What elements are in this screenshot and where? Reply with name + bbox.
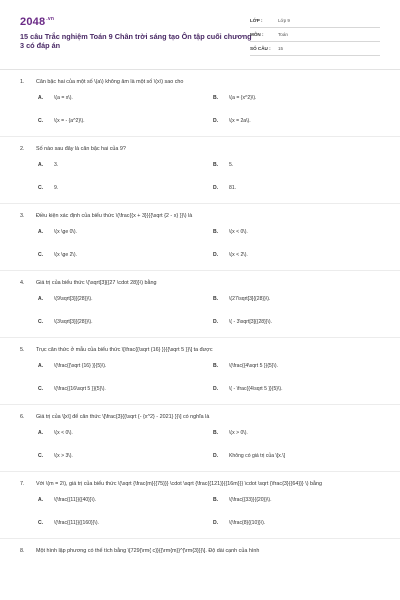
options — [38, 496, 368, 531]
option-row — [38, 318, 368, 330]
option-b[interactable] — [213, 94, 256, 102]
option-letter: C. — [38, 453, 44, 459]
option-b[interactable] — [213, 362, 278, 370]
option-letter: B. — [213, 497, 219, 503]
option-c[interactable] — [38, 184, 58, 192]
question-text — [20, 413, 380, 421]
meta-key: SỐ CÂU : — [250, 46, 271, 51]
option-c[interactable] — [38, 452, 73, 460]
option-text: \(\frac{{11}}{{160}}\). — [54, 520, 99, 526]
question-number: 7. — [20, 481, 25, 487]
option-a[interactable] — [38, 94, 73, 102]
question-2 — [20, 145, 380, 204]
option-text: \(\frac{{33}}{{20}}\). — [229, 497, 272, 503]
question-number: 1. — [20, 79, 25, 85]
option-row — [38, 161, 368, 173]
option-letter: B. — [213, 162, 219, 168]
option-b[interactable] — [213, 161, 233, 169]
option-d[interactable] — [213, 452, 285, 460]
option-d[interactable] — [213, 318, 272, 326]
option-d[interactable] — [213, 184, 236, 192]
option-letter: B. — [213, 229, 219, 235]
option-row — [38, 496, 368, 508]
option-a[interactable] — [38, 161, 58, 169]
option-text: \(\frac{{\sqrt {16} }}{5}\). — [54, 363, 107, 369]
option-b[interactable] — [213, 295, 270, 303]
question-number: 8. — [20, 548, 25, 554]
option-text: \( - 3\sqrt[3]{{28}}\). — [229, 319, 273, 325]
meta-key: LỚP : — [250, 18, 263, 23]
option-letter: D. — [213, 386, 219, 392]
option-text: 5. — [229, 162, 234, 168]
option-letter: C. — [38, 252, 44, 258]
question-1 — [20, 78, 380, 137]
option-letter: C. — [38, 185, 44, 191]
question-divider — [0, 136, 400, 137]
option-text: \(x > 3\). — [54, 453, 73, 459]
option-letter: B. — [213, 95, 219, 101]
logo-text: 2048 — [20, 16, 46, 28]
option-text: 3. — [54, 162, 59, 168]
question-3 — [20, 212, 380, 271]
question-stem: Với \(m = 2\), giá trị của biểu thức \(\sqrt {\frac{m}{{75}}} \cdot \sqrt {\frac{{121}}{{16m}}} \cdot \sqrt {\frac{3}{{64}}} \) bằng — [36, 481, 322, 487]
option-b[interactable] — [213, 496, 272, 504]
question-divider — [0, 404, 400, 405]
meta-info — [250, 14, 380, 56]
option-letter: C. — [38, 520, 44, 526]
option-row — [38, 429, 368, 441]
option-text: 81. — [229, 185, 237, 191]
meta-row-count — [250, 42, 380, 56]
option-letter: D. — [213, 453, 219, 459]
option-row — [38, 295, 368, 307]
option-letter: D. — [213, 252, 219, 258]
option-text: \(a = x\). — [54, 95, 73, 101]
option-letter: A. — [38, 162, 44, 168]
question-divider — [0, 203, 400, 204]
options — [38, 161, 368, 196]
question-divider — [0, 337, 400, 338]
question-stem: Giá trị của \[x\] để căn thức \[\frac{3}{{\sqrt {- {x^2} - 2021} }}\] có nghĩa là — [36, 414, 210, 420]
site-logo[interactable] — [20, 16, 54, 28]
question-stem: Căn bậc hai của một số \(a\) không âm là một số \(x\) sao cho — [36, 79, 184, 85]
option-a[interactable] — [38, 496, 96, 504]
options — [38, 362, 368, 397]
option-b[interactable] — [213, 228, 248, 236]
option-letter: B. — [213, 430, 219, 436]
option-d[interactable] — [213, 385, 283, 393]
option-letter: C. — [38, 319, 44, 325]
option-row — [38, 184, 368, 196]
option-text: \(x < 2\). — [229, 252, 248, 258]
question-text — [20, 212, 380, 220]
option-a[interactable] — [38, 228, 77, 236]
option-letter: D. — [213, 319, 219, 325]
option-row — [38, 362, 368, 374]
option-letter: A. — [38, 430, 44, 436]
meta-row-subject — [250, 28, 380, 42]
option-d[interactable] — [213, 519, 265, 527]
option-a[interactable] — [38, 362, 106, 370]
option-row — [38, 228, 368, 240]
option-d[interactable] — [213, 117, 251, 125]
option-text: \(9\sqrt[3]{{28}}\). — [54, 296, 93, 302]
meta-value: 15 — [278, 46, 284, 51]
question-stem: Trục căn thức ở mẫu của biểu thức \[\frac{{\sqrt {16} }}{{\sqrt 5 }}\] ta được — [36, 347, 213, 353]
option-text: \(27\sqrt[3]{{28}}\). — [229, 296, 271, 302]
question-text — [20, 279, 380, 287]
option-letter: B. — [213, 296, 219, 302]
option-text: \(3\sqrt[3]{{28}}\). — [54, 319, 93, 325]
option-letter: A. — [38, 296, 44, 302]
option-text: \(a = {x^2}\). — [229, 95, 257, 101]
option-text: 9. — [54, 185, 59, 191]
question-7 — [20, 480, 380, 539]
options — [38, 228, 368, 263]
question-stem: Số nào sau đây là căn bậc hai của 9? — [36, 146, 126, 152]
question-divider — [0, 471, 400, 472]
option-text: \(\frac{8}{{10}}\). — [229, 520, 266, 526]
logo-suffix: .vn — [46, 16, 55, 23]
option-text: \(x \ge 0\). — [54, 229, 77, 235]
question-divider — [0, 270, 400, 271]
option-c[interactable] — [38, 385, 106, 393]
question-8 — [20, 547, 380, 555]
option-letter: D. — [213, 520, 219, 526]
option-text: \(x < 0\). — [229, 229, 248, 235]
option-row — [38, 117, 368, 129]
option-a[interactable] — [38, 429, 73, 437]
option-letter: A. — [38, 95, 44, 101]
question-text — [20, 145, 380, 153]
question-text — [20, 78, 380, 86]
question-text — [20, 346, 380, 354]
option-text: \(\frac{{11}}{{40}}\). — [54, 497, 97, 503]
question-4 — [20, 279, 380, 338]
header — [20, 14, 380, 62]
options — [38, 295, 368, 330]
option-letter: B. — [213, 363, 219, 369]
header-divider — [0, 69, 400, 70]
option-letter: C. — [38, 386, 44, 392]
meta-key: MÔN : — [250, 32, 264, 37]
option-text: \(x = 2a\). — [229, 118, 251, 124]
option-letter: C. — [38, 118, 44, 124]
question-number: 6. — [20, 414, 25, 420]
option-text: \(x \ge 2\). — [54, 252, 77, 258]
option-letter: A. — [38, 229, 44, 235]
option-text: \(\frac{{16\sqrt 5 }}{5}\). — [54, 386, 106, 392]
option-row — [38, 94, 368, 106]
page-title: 15 câu Trắc nghiệm Toán 9 Chân trời sáng tạo Ôn tập cuối chương 3 có đáp án — [20, 32, 252, 50]
option-text: \(x < 0\). — [54, 430, 73, 436]
question-divider — [0, 538, 400, 539]
question-stem: Điều kiện xác định của biểu thức \(\frac{{x + 3}}{{\sqrt {2 - x} }}\) là — [36, 213, 193, 219]
option-text: \( - \frac{{4\sqrt 5 }}{5}\). — [229, 386, 283, 392]
question-stem: Một hình lập phương có thể tích bằng \[729{\rm{ c}}{{\rm{m}}^{\rm{3}}}\]. Độ dài cạnh của hình — [36, 548, 260, 554]
option-c[interactable] — [38, 318, 93, 326]
option-letter: D. — [213, 118, 219, 124]
question-list — [0, 78, 400, 555]
question-number: 2. — [20, 146, 25, 152]
option-row — [38, 385, 368, 397]
option-c[interactable] — [38, 251, 77, 259]
question-number: 3. — [20, 213, 25, 219]
option-b[interactable] — [213, 429, 248, 437]
option-text: Không có giá trị của \[x.\] — [229, 453, 286, 459]
option-c[interactable] — [38, 117, 85, 125]
question-text — [20, 547, 380, 555]
meta-value: Lớp 9 — [278, 18, 290, 23]
option-letter: A. — [38, 363, 44, 369]
question-number: 5. — [20, 347, 25, 353]
option-c[interactable] — [38, 519, 99, 527]
option-text: \(x = - {a^2}\). — [54, 118, 85, 124]
option-text: \(\frac{{4\sqrt 5 }}{5}\). — [229, 363, 278, 369]
option-d[interactable] — [213, 251, 248, 259]
option-a[interactable] — [38, 295, 93, 303]
option-row — [38, 452, 368, 464]
question-6 — [20, 413, 380, 472]
question-5 — [20, 346, 380, 405]
meta-value: Toán — [278, 32, 288, 37]
options — [38, 429, 368, 464]
meta-row-grade — [250, 14, 380, 28]
option-row — [38, 519, 368, 531]
option-letter: D. — [213, 185, 219, 191]
question-number: 4. — [20, 280, 25, 286]
option-row — [38, 251, 368, 263]
question-stem: Giá trị của biểu thức \(\sqrt[3]{{27 \cdot 28}}\) bằng — [36, 280, 157, 286]
options — [38, 94, 368, 129]
option-letter: A. — [38, 497, 44, 503]
option-text: \(x > 0\). — [229, 430, 248, 436]
question-text — [20, 480, 380, 488]
